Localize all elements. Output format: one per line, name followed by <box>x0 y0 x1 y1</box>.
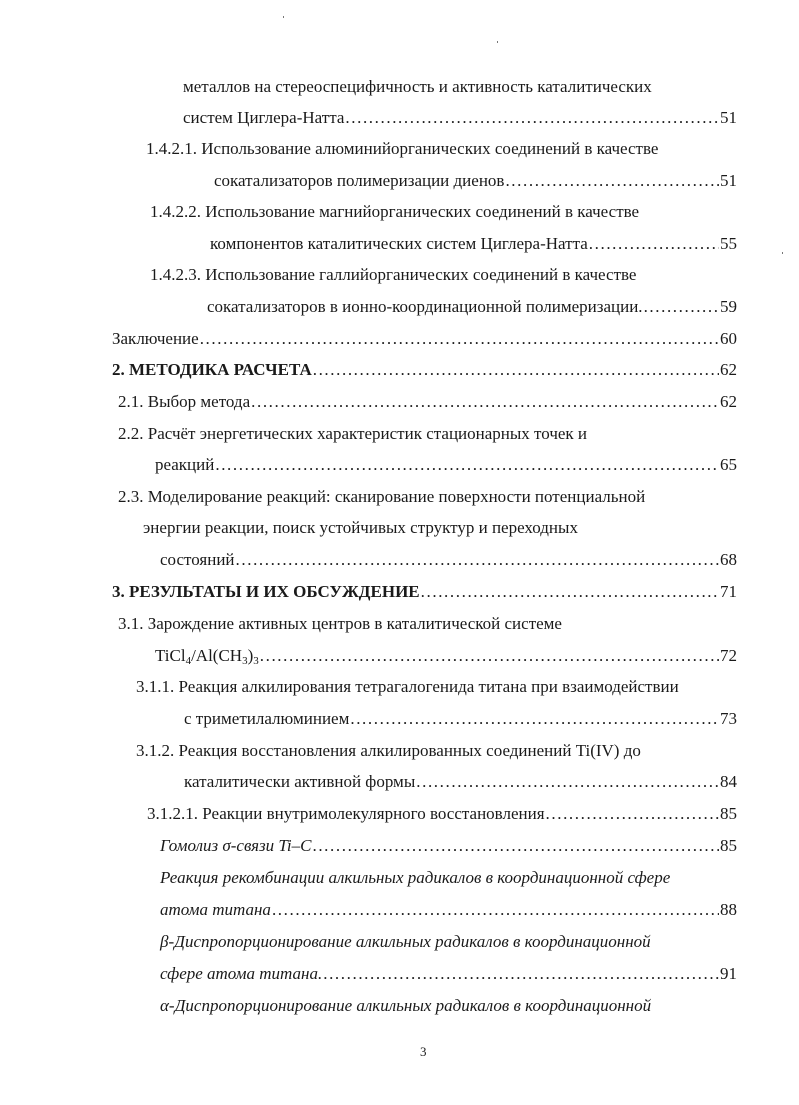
toc-entry-text: 2.2. Расчёт энергетических характеристик стационарных точек и <box>118 424 588 443</box>
toc-entry[interactable] <box>207 294 737 320</box>
toc-entry-text: 2.1. Выбор метода <box>118 392 251 411</box>
dot-leader <box>345 105 719 131</box>
toc-entry-chapter[interactable] <box>112 579 737 605</box>
dot-leader <box>312 833 719 859</box>
toc-entry-text: сокатализаторов полимеризации диенов <box>214 171 505 190</box>
scan-speck <box>497 41 498 43</box>
scan-speck <box>782 252 783 254</box>
scan-speck <box>283 16 284 18</box>
toc-entry[interactable] <box>155 643 737 669</box>
dot-leader <box>272 897 719 923</box>
toc-entry-text: 3.1.2. Реакция восстановления алкилированных соединений Ti(IV) до <box>136 741 641 760</box>
toc-line <box>150 262 636 288</box>
toc-page-number: 55 <box>720 234 737 253</box>
toc-page-number: 65 <box>720 455 737 474</box>
toc-page-number: 71 <box>720 582 737 601</box>
dot-leader <box>313 357 719 383</box>
toc-line <box>143 515 578 541</box>
toc-line <box>118 484 645 510</box>
dot-leader <box>421 579 719 605</box>
toc-entry[interactable] <box>155 452 737 478</box>
toc-entry[interactable] <box>160 547 737 573</box>
toc-entry-text: Гомолиз σ-связи Ti–C <box>160 836 312 855</box>
toc-entry[interactable] <box>112 326 737 352</box>
toc-line <box>160 929 651 955</box>
toc-line <box>150 199 639 225</box>
toc-entry-formula: $TiCl_4/Al(CH_3)_3$ <box>155 646 259 667</box>
toc-entry-text: сфере атома титана. <box>160 964 323 983</box>
toc-entry-text: 2. МЕТОДИКА РАСЧЕТА <box>112 360 312 379</box>
dot-leader <box>251 389 719 415</box>
toc-entry-text: каталитически активной формы <box>184 772 416 791</box>
toc-entry-text: сокатализаторов в ионно-координационной полимеризации. <box>207 297 643 316</box>
toc-entry-text: 3.1.1. Реакция алкилирования тетрагалогенида титана при взаимодействии <box>136 677 679 696</box>
toc-entry-text: β-Диспропорционирование алкильных радикалов в координационной <box>160 932 651 951</box>
dot-leader <box>323 961 719 987</box>
toc-page-number: 60 <box>720 329 737 348</box>
dot-leader <box>546 801 719 827</box>
toc-entry-text: реакций <box>155 455 215 474</box>
toc-page-number: 51 <box>720 171 737 190</box>
toc-entry[interactable] <box>183 105 737 131</box>
toc-entry-text: компонентов каталитических систем Циглера-Натта <box>210 234 588 253</box>
toc-entry-text: с триметилалюминием <box>184 709 350 728</box>
toc-page-number: 85 <box>720 804 737 823</box>
toc-entry-text: систем Циглера-Натта <box>183 108 345 127</box>
toc-line <box>160 865 670 891</box>
toc-entry[interactable] <box>214 168 737 194</box>
dot-leader <box>350 706 719 732</box>
toc-line <box>118 421 587 447</box>
toc-entry[interactable] <box>118 389 737 415</box>
page-number: 3 <box>420 1044 427 1059</box>
toc-line <box>160 993 651 1019</box>
toc-page-number: 84 <box>720 772 737 791</box>
toc-entry-text: 2.3. Моделирование реакций: сканирование поверхности потенциальной <box>118 487 646 506</box>
toc-page-number: 62 <box>720 360 737 379</box>
toc-entry-text: 1.4.2.3. Использование галлийорганических соединений в качестве <box>150 265 637 284</box>
dot-leader <box>215 452 719 478</box>
toc-page-number: 73 <box>720 709 737 728</box>
toc-entry-text: состояний <box>160 550 235 569</box>
dot-leader <box>416 769 719 795</box>
toc-entry[interactable] <box>184 706 737 732</box>
toc-entry[interactable] <box>210 231 737 257</box>
toc-entry-text: α-Диспропорционирование алкильных радикалов в координационной <box>160 996 652 1015</box>
toc-line <box>118 611 562 637</box>
dot-leader <box>236 547 719 573</box>
toc-line <box>136 738 641 764</box>
toc-entry-text: Заключение <box>112 329 199 348</box>
toc-entry-text: 3.1. Зарождение активных центров в каталитической системе <box>118 614 562 633</box>
toc-line <box>183 74 652 100</box>
toc-page-number: 51 <box>720 108 737 127</box>
toc-entry-text: 1.4.2.2. Использование магнийорганических соединений в качестве <box>150 202 640 221</box>
dot-leader <box>505 168 719 194</box>
toc-entry-chapter[interactable] <box>112 357 737 383</box>
toc-page-number: 85 <box>720 836 737 855</box>
toc-page-number: 88 <box>720 900 737 919</box>
dot-leader <box>260 643 719 669</box>
toc-line <box>136 674 679 700</box>
toc-entry[interactable] <box>147 801 737 827</box>
dot-leader <box>589 231 719 257</box>
toc-entry[interactable] <box>160 961 737 987</box>
toc-entry[interactable] <box>160 897 737 923</box>
toc-page-number: 62 <box>720 392 737 411</box>
toc-entry-text: атома титана <box>160 900 271 919</box>
toc-entry-text: металлов на стереоспецифичность и активность каталитических <box>183 77 652 96</box>
dot-leader <box>200 326 719 352</box>
toc-line <box>146 136 658 162</box>
toc-entry-text: энергии реакции, поиск устойчивых структур и переходных <box>143 518 578 537</box>
toc-page-number: 59 <box>720 297 737 316</box>
dot-leader <box>644 294 719 320</box>
toc-page-number: 91 <box>720 964 737 983</box>
toc-entry[interactable] <box>160 833 737 859</box>
toc-page-number: 72 <box>720 646 737 665</box>
toc-entry-text: 3.1.2.1. Реакции внутримолекулярного восстановления <box>147 804 545 823</box>
toc-entry-text: Реакция рекомбинации алкильных радикалов в координационной сфере <box>160 868 671 887</box>
toc-entry-text: 1.4.2.1. Использование алюминийорганических соединений в качестве <box>146 139 659 158</box>
toc-entry[interactable] <box>184 769 737 795</box>
toc-page-number: 68 <box>720 550 737 569</box>
toc-entry-text: 3. РЕЗУЛЬТАТЫ И ИХ ОБСУЖДЕНИЕ <box>112 582 420 601</box>
